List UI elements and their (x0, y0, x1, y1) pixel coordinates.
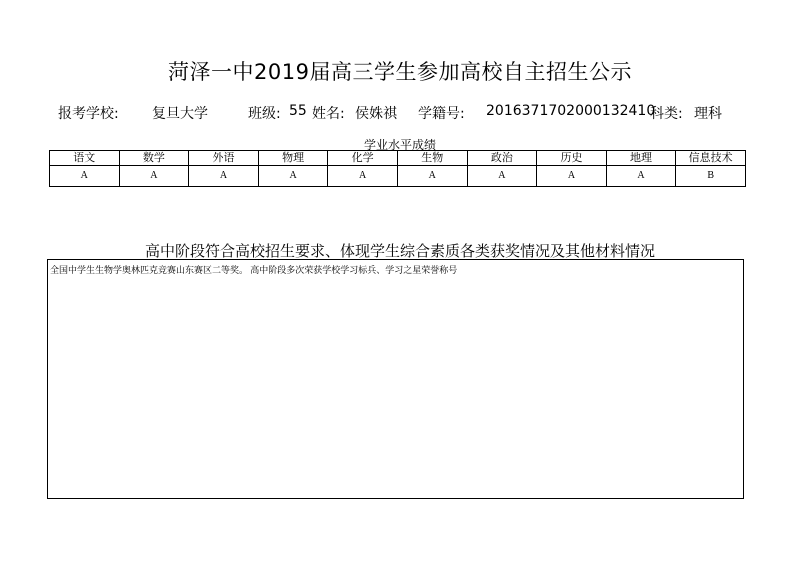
school-value: 复旦大学 (152, 106, 208, 122)
grade-value: A (606, 166, 676, 187)
grade-value: B (676, 166, 746, 187)
class-value: 55 (289, 103, 307, 119)
grade-header: 地理 (606, 151, 676, 166)
subject-value: 理科 (694, 106, 722, 122)
grade-value: A (258, 166, 328, 187)
name-value: 侯姝祺 (355, 106, 397, 122)
grade-value: A (328, 166, 398, 187)
grades-header-row (50, 151, 746, 166)
grade-header: 信息技术 (676, 151, 746, 166)
grade-header: 化学 (328, 151, 398, 166)
grade-header: 外语 (189, 151, 259, 166)
page-title: 菏泽一中2019届高三学生参加高校自主招生公示 (168, 60, 632, 84)
grade-value: A (50, 166, 120, 187)
class-label: 班级: (248, 106, 281, 122)
grade-header: 政治 (467, 151, 537, 166)
grade-header: 生物 (397, 151, 467, 166)
grade-value: A (119, 166, 189, 187)
grade-header: 物理 (258, 151, 328, 166)
name-label: 姓名: (312, 106, 345, 122)
student-id-value: 2016371702000132410 (486, 103, 656, 119)
grade-value: A (189, 166, 259, 187)
grade-header: 数学 (119, 151, 189, 166)
subject-label: 科类: (650, 106, 683, 122)
honors-box (47, 259, 744, 499)
honors-heading: 高中阶段符合高校招生要求、体现学生综合素质各类获奖情况及其他材料情况 (144, 242, 655, 260)
grade-value: A (467, 166, 537, 187)
student-id-label: 学籍号: (418, 106, 465, 122)
honors-text: 全国中学生生物学奥林匹克竞赛山东赛区二等奖。 高中阶段多次荣获学校学习标兵、学习之星荣誉称号 (50, 265, 458, 275)
grade-header: 语文 (50, 151, 120, 166)
grade-value: A (537, 166, 607, 187)
grades-value-row (50, 166, 746, 187)
school-label: 报考学校: (58, 106, 119, 122)
grade-header: 历史 (537, 151, 607, 166)
grades-table (49, 150, 746, 187)
grade-value: A (397, 166, 467, 187)
grades-section-title: 学业水平成绩 (363, 138, 436, 152)
